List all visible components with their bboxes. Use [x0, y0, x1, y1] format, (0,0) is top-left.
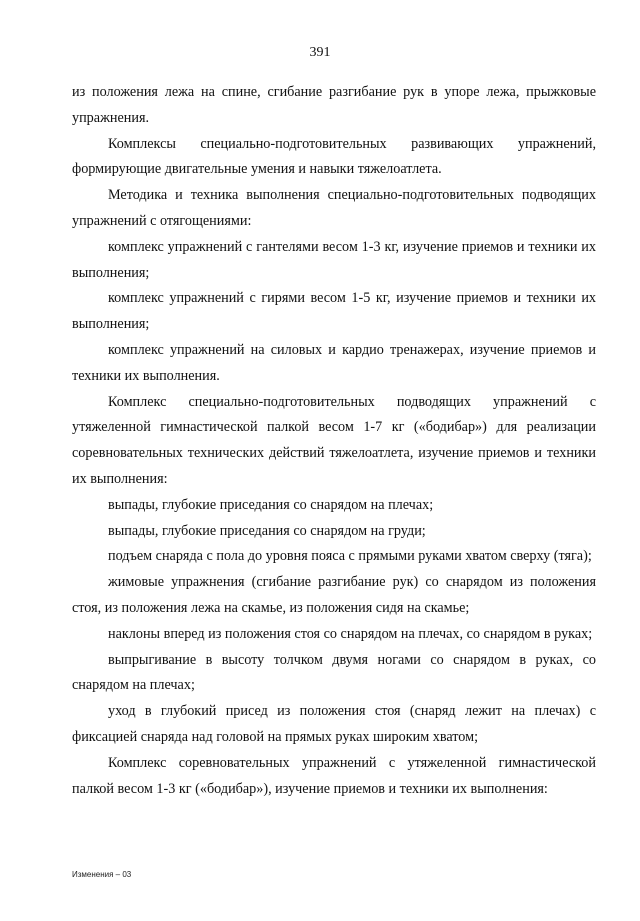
- paragraph-9: выпады, глубокие приседания со снарядом на груди;: [108, 522, 426, 539]
- paragraph-12: наклоны вперед из положения стоя со снарядом на плечах, со снарядом в руках;: [108, 625, 593, 642]
- footer-revision-note: Изменения – 03: [72, 870, 132, 879]
- paragraph-15: Комплекс соревновательных упражнений с утяжеленной гимнастической палкой весом 1-3 кг («бодибар»), изучение приемов и техники их выполнения:: [72, 754, 596, 797]
- paragraph-3: Методика и техника выполнения специально-подготовительных подводящих упражнений с отягощениями:: [72, 187, 596, 229]
- document-body: [72, 80, 596, 802]
- paragraph-1: из положения лежа на спине, сгибание разгибание рук в упоре лежа, прыжковые упражнения.: [72, 84, 596, 126]
- paragraph-5: комплекс упражнений с гирями весом 1-5 кг, изучение приемов и техники их выполнения;: [72, 290, 596, 333]
- paragraph-8: выпады, глубокие приседания со снарядом на плечах;: [108, 496, 434, 513]
- paragraph-14: уход в глубокий присед из положения стоя (снаряд лежит на плечах) с фиксацией снаряда над головой на прямых руках широким хватом;: [72, 703, 596, 745]
- paragraph-6: комплекс упражнений на силовых и кардио тренажерах, изучение приемов и техники их выполнения.: [72, 341, 596, 384]
- paragraph-2: Комплексы специально-подготовительных развивающих упражнений, формирующие двигательные умения и навыки тяжелоатлета.: [72, 135, 596, 178]
- paragraph-7: Комплекс специально-подготовительных подводящих упражнений с утяжеленной гимнастической палкой весом 1-7 кг («бодибар») для реализации соревновательных технических действий тяжелоатлета, изучение приемов и техники их выполнения:: [72, 393, 596, 487]
- paragraph-10: подъем снаряда с пола до уровня пояса с прямыми руками хватом сверху (тяга);: [108, 548, 592, 565]
- page-number: 391: [309, 45, 331, 60]
- paragraph-4: комплекс упражнений с гантелями весом 1-3 кг, изучение приемов и техники их выполнения;: [72, 238, 596, 281]
- paragraph-13: выпрыгивание в высоту толчком двумя ногами со снарядом в руках, со снарядом на плечах;: [72, 651, 596, 694]
- paragraph-11: жимовые упражнения (сгибание разгибание рук) со снарядом из положения стоя, из положения лежа на скамье, из положения сидя на скамье;: [72, 574, 596, 616]
